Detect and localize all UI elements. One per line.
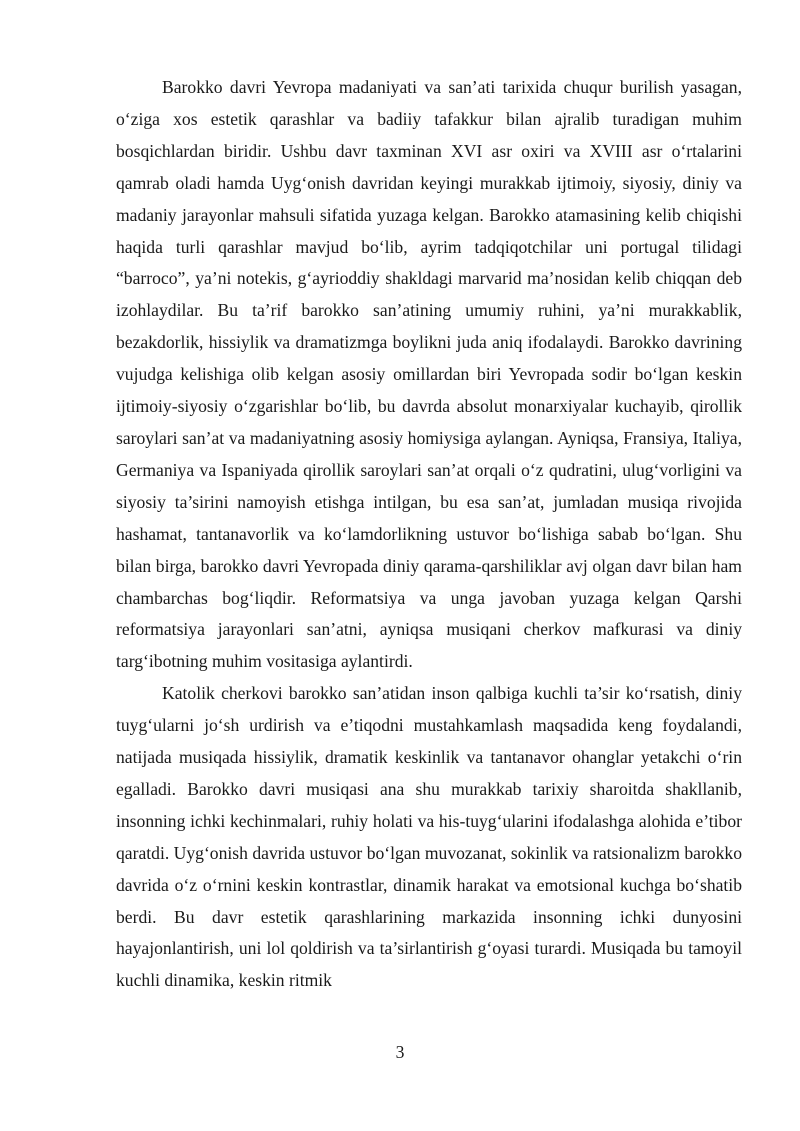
page-number: 3 (395, 1042, 405, 1062)
paragraph-2: Katolik cherkovi barokko san’atidan inson qalbiga kuchli ta’sir ko‘rsatish, diniy tuyg‘ularni jo‘sh urdirish va e’tiqodni mustahkamlash maqsadida keng foydalandi, natijada musiqada hissiylik, dramatik keskinlik va tantanavor ohanglar yetakchi o‘rin egalladi. Barokko davri musiqasi ana shu murakkab tarixiy sharoitda shakllanib, insonning ichki kechinmalari, ruhiy holati va his-tuyg‘ularini ifodalashga alohida e’tibor qaratdi. Uyg‘onish davrida ustuvor bo‘lgan muvozanat, sokinlik va ratsionalizm barokko davrida o‘z o‘rnini keskin kontrastlar, dinamik harakat va emotsional kuchga bo‘shatib berdi. Bu davr estetik qarashlarining markazida insonning ichki dunyosini hayajonlantirish, uni lol qoldirish va ta’sirlantirish g‘oyasi turardi. Musiqada bu tamoyil kuchli dinamika, keskin ritmik (116, 683, 742, 991)
body-text (116, 72, 742, 997)
paragraph-1: Barokko davri Yevropa madaniyati va san’ati tarixida chuqur burilish yasagan, o‘ziga xos estetik qarashlar va badiiy tafakkur bilan ajralib turadigan muhim bosqichlardan biridir. Ushbu davr taxminan XVI asr oxiri va XVIII asr o‘rtalarini qamrab oladi hamda Uyg‘onish davridan keyingi murakkab ijtimoiy, siyosiy, diniy va madaniy jarayonlar mahsuli sifatida yuzaga kelgan. Barokko atamasining kelib chiqishi haqida turli qarashlar mavjud bo‘lib, ayrim tadqiqotchilar uni portugal tilidagi “barroco”, ya’ni notekis, g‘ayrioddiy shakldagi marvarid ma’nosidan kelib chiqqan deb izohlaydilar. Bu ta’rif barokko san’atining umumiy ruhini, ya’ni murakkablik, bezakdorlik, hissiylik va dramatizmga boylikni juda aniq ifodalaydi. Barokko davrining vujudga kelishiga olib kelgan asosiy omillardan biri Yevropada sodir bo‘lgan keskin ijtimoiy-siyosiy o‘zgarishlar bo‘lib, bu davrda absolut monarxiyalar kuchayib, qirollik saroylari san’at va madaniyatning asosiy homiysiga aylangan. Ayniqsa, Fransiya, Italiya, Germaniya va Ispaniyada qirollik saroylari san’at orqali o‘z qudratini, ulug‘vorligini va siyosiy ta’sirini namoyish etishga intilgan, bu esa san’at, jumladan musiqa rivojida hashamat, tantanavorlik va ko‘lamdorlikning ustuvor bo‘lishiga sabab bo‘lgan. Shu bilan birga, barokko davri Yevropada diniy qarama-qarshiliklar avj olgan davr bilan ham chambarchas bog‘liqdir. Reformatsiya va unga javoban yuzaga kelgan Qarshi reformatsiya jarayonlari san’atni, ayniqsa musiqani cherkov mafkurasi va diniy targ‘ibotning muhim vositasiga aylantirdi. (116, 77, 742, 672)
